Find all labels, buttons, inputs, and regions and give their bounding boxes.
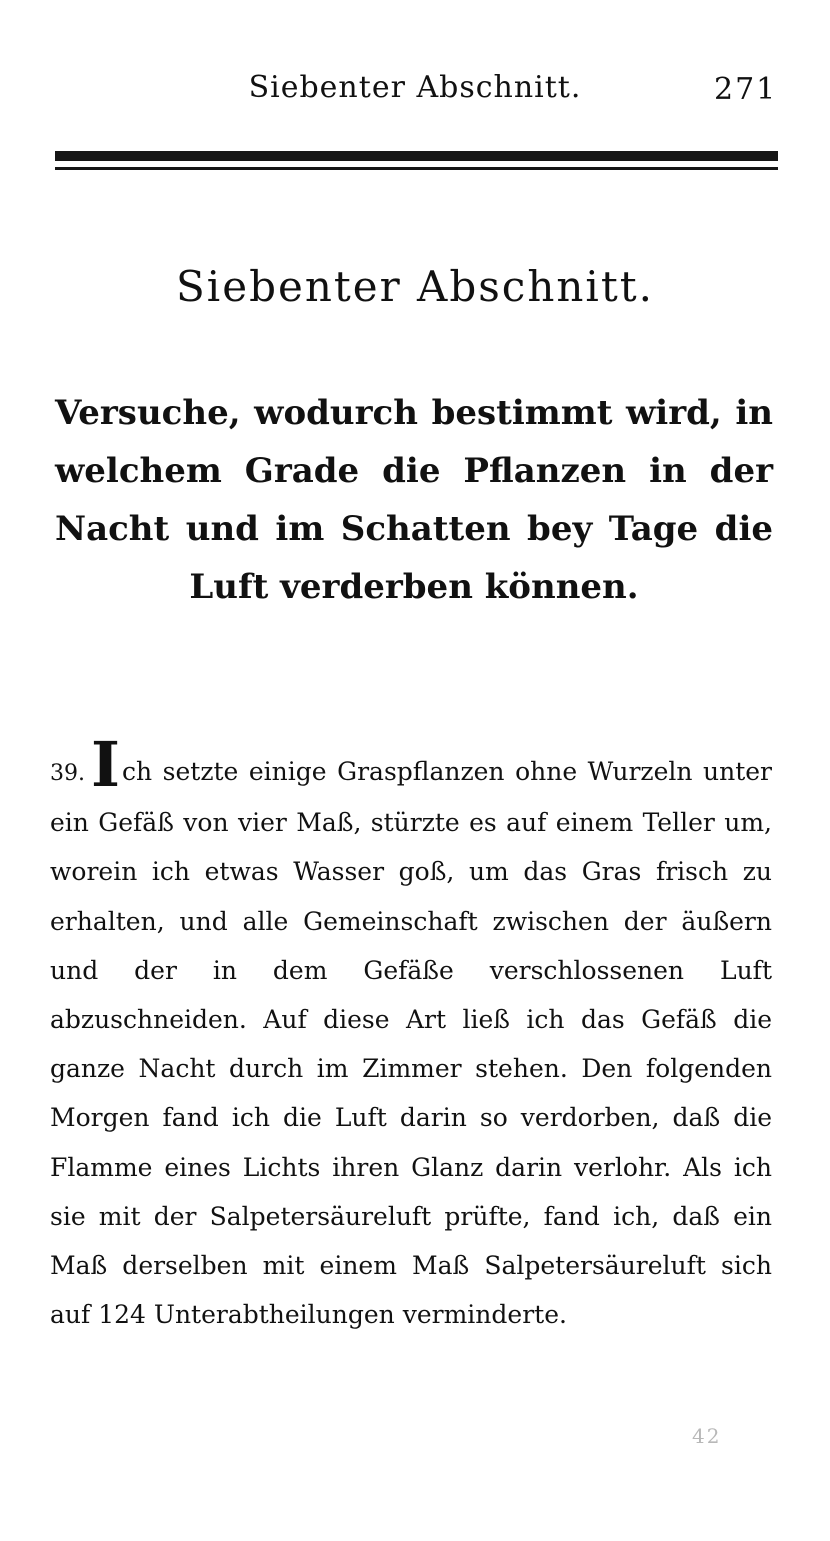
- running-title: Siebenter Abschnitt.: [248, 70, 582, 105]
- chapter-title: Siebenter Abschnitt.: [176, 262, 654, 311]
- paragraph-text: ch setzte einige Graspflanzen ohne Wurzeln unter ein Gefäß von vier Maß, stürzte es auf einem Teller um, worein ich etwas Wasser goß, um das Gras frisch zu erhalten, und alle Gemeinschaft zwischen der äußern und der in dem Gefäße verschlossenen Luft abzuschneiden. Auf diese Art ließ ich das Gefäß die ganze Nacht durch im Zimmer stehen. Den folgenden Morgen fand ich die Luft darin so verdorben, daß die Flamme eines Lichts ihren Glanz darin verlohr. Als ich sie mit der Salpetersäureluft prüfte, fand ich, daß ein Maß derselben mit einem Maß Salpetersäureluft sich auf 124 Unterabtheilungen verminderte.: [50, 757, 772, 1330]
- paragraph-number: 39.: [50, 761, 85, 786]
- header-rule-thick: [55, 151, 778, 161]
- header-rule-thin: [55, 167, 778, 170]
- page-number: 271: [714, 72, 778, 107]
- running-head: [0, 70, 830, 118]
- body-paragraph: [50, 728, 772, 1339]
- drop-cap: I: [91, 728, 121, 801]
- chapter-subtitle: Versuche, wodurch bestimmt wird, in welchem Grade die Pflanzen in der Nacht und im Schatten bey Tage die Luft verderben können.: [55, 393, 773, 607]
- signature-mark: 42: [692, 1424, 722, 1448]
